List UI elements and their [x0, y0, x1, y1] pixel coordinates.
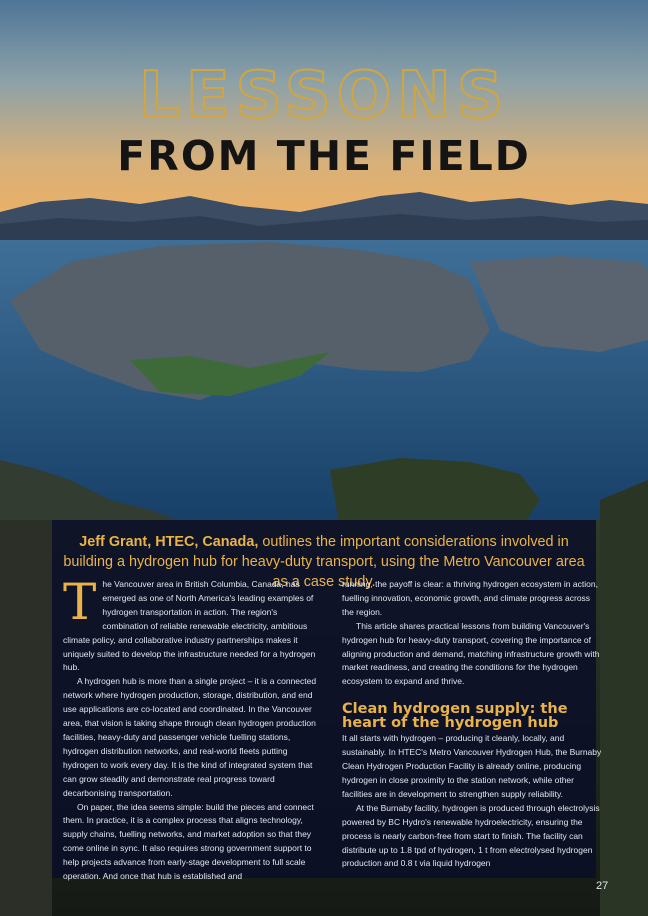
headline-from-the-field: FROM THE FIELD [117, 132, 531, 180]
paragraph-1: The Vancouver area in British Columbia, Canada, has emerged as one of North America's leading examples of hydrogen transportation in action. The region's combination of reliable renewable electricity, ambitious climate policy, and collaborative industry partnerships makes it uniquely suited to develop the infrastructure needed for a hydrogen hub. [63, 573, 316, 673]
paragraph-7: At the Burnaby facility, hydrogen is produced through electrolysis powered by BC Hydro's renewable hydroelectricity, ensuring the process is nearly carbon-free from start to finish. The facility can distribute up to 1.8 tpd of hydrogen, 1 t from electrolysed hydrogen production and 0.8 t via liquid hydrogen [342, 802, 600, 869]
paragraph-6: It all starts with hydrogen – producing it cleanly, locally, and sustainably. In HTEC's Metro Vancouver Hydrogen Hub, the Burnaby Clean Hydrogen Production Facility is already online, producing hydrogen in close proximity to the station network, while other facilities are in development to strengthen supply reliability. [342, 733, 602, 799]
page-number: 27 [596, 880, 609, 892]
paragraph-3: On paper, the idea seems simple: build the pieces and connect them. In practice, it is a complex process that aligns technology, supply chains, fuelling networks, and market adoption so that they come online in sync. It also requires strong government support to help projects advance from early-stage development to full scale operation. And once that hub is established and [63, 801, 314, 882]
paragraph-5: This article shares practical lessons from building Vancouver's hydrogen hub for heavy-duty transport, covering the importance of aligning production and demand, matching infrastructure growth with market readiness, and creating the conditions for the hydrogen ecosystem to expand and thrive. [342, 620, 600, 687]
section-heading: Clean hydrogen supply: the heart of the hydrogen hub [342, 701, 568, 732]
headline-lessons: LESSONS [139, 59, 509, 133]
author-credit: Jeff Grant, HTEC, Canada, [79, 534, 259, 550]
paragraph-2: A hydrogen hub is more than a single project – it is a connected network where hydrogen production, storage, distribution, and end use applications are co-located and coordinated. In the Vancouver area, that vision is taking shape through clean hydrogen production facilities, heavy-duty and passenger vehicle fuelling stations, hydrogen distribution networks, and real-world fleets putting hydrogen to work every day. It is the kind of integrated system that can grow steadily and demonstrate real progress toward decarbonising transportation. [63, 676, 317, 798]
drop-cap: T [63, 573, 97, 631]
paragraph-4: running, the payoff is clear: a thriving hydrogen ecosystem in action, fuelling innovation, economic growth, and climate progress across the region. [342, 579, 598, 617]
standfirst-text: outlines the important considerations involved in building a hydrogen hub for heavy-duty transport, using the Metro Vancouver area as a case study. [63, 534, 585, 590]
article-column-left [63, 573, 325, 884]
article-column-right [342, 578, 604, 871]
headline [0, 58, 648, 180]
